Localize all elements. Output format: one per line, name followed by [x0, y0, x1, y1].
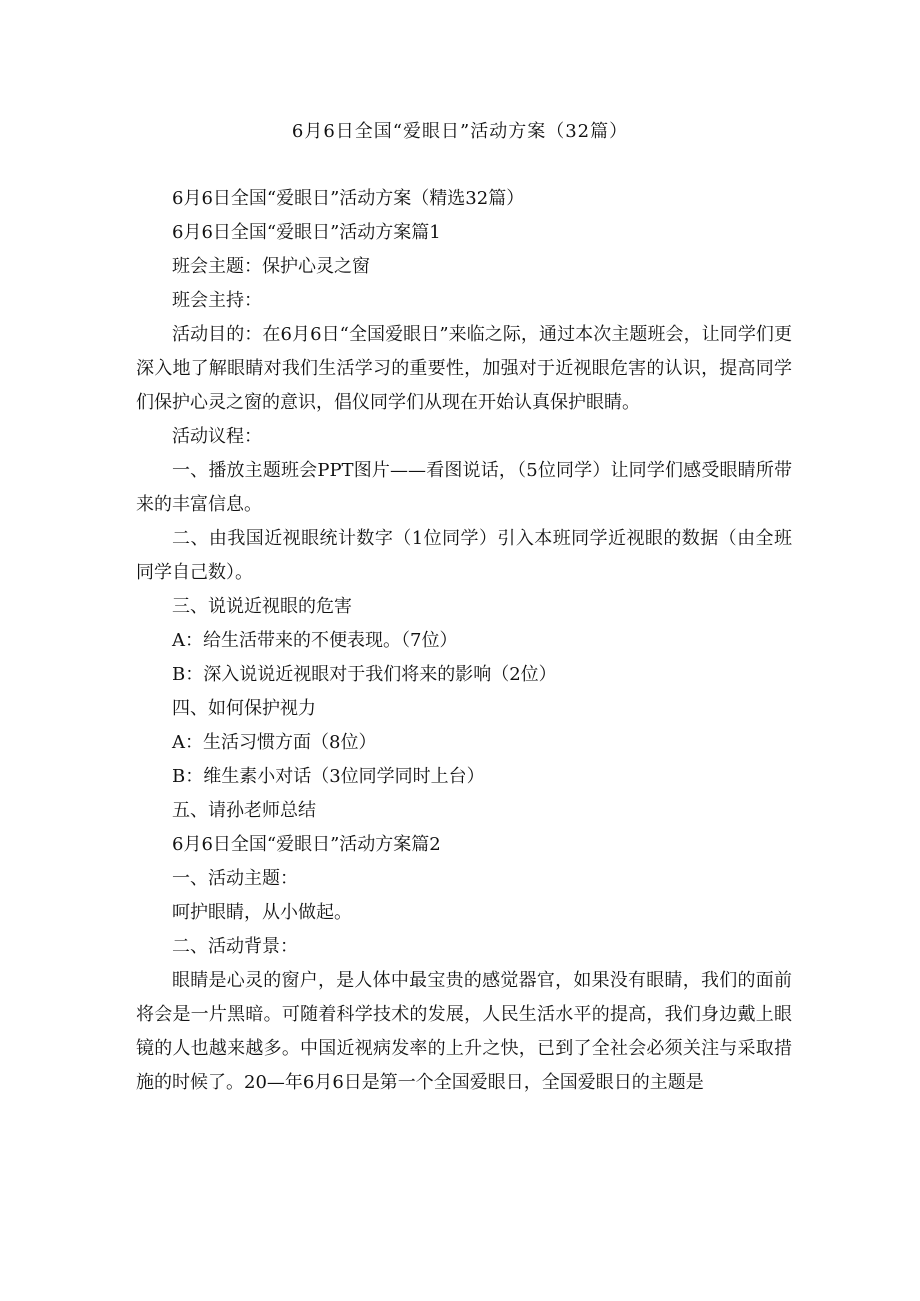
- activity-theme-text: 呵护眼睛，从小做起。: [172, 902, 352, 923]
- agenda-item-1: 一、播放主题班会PPT图片——看图说话，（5位同学）让同学们感受眼睛所带来的丰富信息。: [136, 460, 792, 515]
- section-heading-2: 6月6日全国“爱眼日”活动方案篇2: [172, 834, 441, 855]
- document-title: 6月6日全国“爱眼日”活动方案（32篇）: [291, 121, 629, 142]
- class-host-line: 班会主持：: [172, 290, 262, 311]
- agenda-item-3: 三、说说近视眼的危害: [172, 596, 352, 617]
- agenda-item-3b: B：深入说说近视眼对于我们将来的影响（2位）: [172, 664, 557, 685]
- agenda-item-3a: A：给生活带来的不便表现。（7位）: [172, 630, 458, 651]
- subtitle-line: 6月6日全国“爱眼日”活动方案（精选32篇）: [172, 188, 525, 209]
- agenda-item-4b: B：维生素小对话（3位同学同时上台）: [172, 766, 485, 787]
- section-heading-1: 6月6日全国“爱眼日”活动方案篇1: [172, 222, 441, 243]
- activity-background-paragraph: 眼睛是心灵的窗户，是人体中最宝贵的感觉器官，如果没有眼睛，我们的面前将会是一片黑暗。可随着科学技术的发展，人民生活水平的提高，我们身边戴上眼镜的人也越来越多。中国近视病发率的上升之快，已到了全社会必须关注与采取措施的时候了。20—年6月6日是第一个全国爱眼日，全国爱眼日的主题是: [136, 970, 792, 1093]
- agenda-item-4: 四、如何保护视力: [172, 698, 316, 719]
- document-body: [136, 182, 792, 1100]
- agenda-item-4a: A：生活习惯方面（8位）: [172, 732, 377, 753]
- activity-purpose-paragraph: 活动目的：在6月6日“全国爱眼日”来临之际，通过本次主题班会，让同学们更深入地了解眼睛对我们生活学习的重要性，加强对于近视眼危害的认识，提高同学们保护心灵之窗的意识，倡仪同学们从现在开始认真保护眼睛。: [136, 324, 792, 413]
- activity-background-heading: 二、活动背景：: [172, 936, 298, 957]
- activity-theme-heading: 一、活动主题：: [172, 868, 298, 889]
- agenda-heading: 活动议程：: [172, 426, 262, 447]
- agenda-item-5: 五、请孙老师总结: [172, 800, 316, 821]
- agenda-item-2: 二、由我国近视眼统计数字（1位同学）引入本班同学近视眼的数据（由全班同学自己数）。: [136, 528, 792, 583]
- class-theme-line: 班会主题：保护心灵之窗: [172, 256, 370, 277]
